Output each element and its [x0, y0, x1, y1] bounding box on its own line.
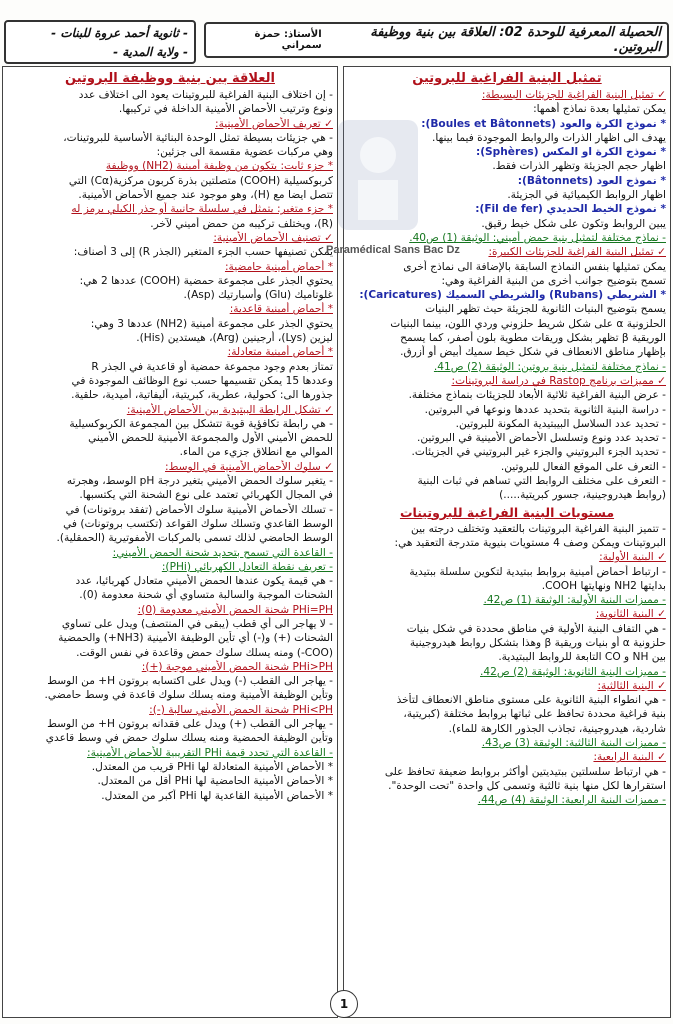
right-column-line: ✓ البنية الثالثية:	[597, 679, 666, 692]
left-column-line: الشحنات (+) و(-) أي تأين الوظيفة الأمينية (NH3+) والحمضية	[58, 632, 333, 645]
left-column-line: PHi>PH شحنة الحمض الأميني موجبة (+):	[141, 660, 333, 673]
document-title: الحصيلة المعرفية للوحدة 02: العلاقة بين بنية ووظيفة البروتين.	[370, 25, 661, 55]
left-column-line: يحتوي الجذر على مجموعة أمينية (NH2) عددها 3 وهي:	[90, 317, 333, 330]
left-column-line: ✓ تصنيف الأحماض الأمينية:	[213, 231, 333, 244]
province-name: - ولاية المدية -	[113, 45, 188, 59]
right-column-line: شاردية، هيدروجينية، تجاذب الجذور الكارهة للماء).	[448, 722, 666, 735]
left-column-line: - القاعدة التي تسمح بتحديد شحنة الحمض الأميني:	[112, 546, 333, 559]
right-column-line: تسمح بتوضيح جوانب أخرى من البنية الفراغية وهي:	[441, 274, 666, 287]
left-column-line: - تسلك الأحماض الأمينية سلوك الأحماض (تفقد بروتونات) في	[65, 503, 333, 516]
right-column-line: بنية فراغية محددة تحافظ على ثباتها بروابط مختلفة (كبريتية،	[403, 708, 666, 721]
right-column-line: * نموذج الكرة او المكس (Sphères):	[475, 146, 666, 159]
right-column-line: ✓ البنية الأولية:	[599, 551, 666, 564]
left-column-line: للحمض الأميني الأول والمجموعة الأمينية للحمض الأميني	[88, 432, 333, 445]
left-column-line: كربوكسيلية (COOH) متصلتين بذرة كربون مركزية(Cα) التي	[68, 174, 333, 187]
right-column-line: حلزونية α أو بنيات وريقية β وهذا بتشكل روابط هيدروجينية	[409, 636, 666, 649]
left-column-line: PHi=PH شحنة الحمض الأميني معدومة (0):	[137, 603, 333, 616]
right-column-line: - تحديد عدد السلاسل البيبتيدية المكونة للبروتين.	[455, 417, 666, 430]
left-column	[2, 66, 338, 1018]
left-column-line: * أحماض أمينية قاعدية:	[229, 303, 333, 316]
right-column-line: يمكن تمثيلها بعدة نماذج أهمها:	[533, 103, 666, 116]
right-column-line: ✓ تمثيل البنية الفراغية للجزيئات الكبيرة:	[488, 246, 666, 259]
right-column-line: يبين الروابط وتكون على شكل خيط رقيق.	[481, 217, 666, 230]
right-column-line: اظهار حجم الجزيئة وتظهر الذرات فقط.	[492, 160, 666, 173]
right-column-line: - تحديد الجزء البروتيني والجزء غير البروتيني في الجزيئات.	[411, 446, 666, 459]
left-column-line: - يهاجر الى القطب (+) ويدل على فقدانه بروتون H+ من الوسط	[47, 718, 333, 731]
page-number: 1	[330, 990, 358, 1018]
left-column-line: تمتاز بعدم وجود مجموعة حمضية أو قاعدية في الجذر R	[91, 360, 333, 373]
right-column-line: * نموذج الخيط الحديدي (Fil de fer):	[475, 203, 666, 216]
left-column-line: * الأحماض الأمينية القاعدية لها PHi أكبر من المعتدل.	[101, 789, 333, 802]
title-box	[204, 22, 669, 58]
right-column-line: ✓ تمثيل البنية الفراغية للجزيئات البسيطة:	[481, 89, 666, 101]
left-column-line: الموالي مع انطلاق جزيء من الماء.	[179, 446, 333, 459]
left-column-line: وعددها 15 يمكن تقسيمها حسب نوع الوظائف الموجودة في	[71, 374, 333, 387]
left-column-line: الوسط الحامضي لذلك تسمى بالمركبات الأمفوتيرية (الحمقلية).	[56, 532, 333, 545]
right-column-line: - عرض البنية الفراغية ثلاثية الأبعاد للجزيئات بنماذج مختلفة.	[408, 389, 666, 402]
left-column-line: - تعريف نقطة التعادل الكهربائي (PHi):	[161, 560, 333, 573]
page-header	[4, 20, 669, 66]
right-column-line: - دراسة البنية الثانوية بتحديد عددها ونوعها في البروتين.	[424, 403, 666, 416]
left-column-line: (R)، ويختلف تركيبه من حمض أميني لآخر.	[150, 217, 333, 230]
right-column-line: * نموذج الكرة والعود (Boules et Bâtonnets):	[421, 117, 666, 130]
right-column-line: الحلزونية α على شكل شريط حلزوني وردي اللون، بينما البنيات	[390, 317, 666, 330]
right-column-line: ✓ مميزات برنامج Rastop في دراسة البروتينات:	[451, 374, 666, 387]
right-column-line: البروتينات ويمكن وصف 4 مستويات بنيوية متدرجة التعقيد هي:	[394, 536, 666, 549]
left-column-line: * الأحماض الأمينية الحامضية لها PHi أقل من المعتدل.	[97, 775, 333, 788]
right-column-line: - تتميز البنية الفراغية البروتينات بالتعقيد وتختلف درجته بين	[411, 522, 666, 535]
right-column-line: - هي انطواء البنية الثانوية على مستوى مناطق الانعطاف لتأخذ	[396, 694, 666, 707]
left-column-line: - لا يهاجر الى أي قطب (يبقى في المنتصف) ويدل على تساوي	[61, 617, 333, 630]
left-column-line: - هي جزيئات بسيطة تمثل الوحدة البنائية الأساسية للبروتينات،	[63, 131, 333, 144]
right-column-line: اظهار الروابط الكيميائية في الجزيئة.	[507, 189, 666, 202]
left-column-title: العلاقة بين بنية ووظيفة البروتين	[65, 71, 275, 86]
right-column-line: - مميزات البنية الثالثية: الوثيقة (3) ص43.	[481, 737, 666, 750]
right-column-line: (روابط هيدروجينية، جسور كبريتية.....)	[499, 489, 666, 502]
right-column-line: - هي التفاف البنية الأولية في مناطق محددة في شكل بنيات	[406, 622, 666, 635]
left-column-line: * جزء ثابت: يتكون من وظيفة أمينية (NH2) ووظيفة	[105, 160, 333, 173]
left-column-line: وهي مركبات عضوية مقسمة الى جزئين:	[156, 146, 333, 159]
teacher-name: الأستاذ: حمزة سمراني	[254, 29, 322, 51]
right-column-line: بإظهار مناطق الانعطاف في شكل خيط سميك أبيض أو أزرق.	[400, 346, 666, 359]
left-column-line: الوسط القاعدي وتسلك سلوك القواعد (تكتسب بروتونات) في	[63, 517, 333, 530]
left-column-line: يحتوي الجذر على مجموعة حمضية (COOH) عددها 2 هي:	[79, 274, 333, 287]
left-column-line: وتأين الوظيفة الأمينية ومنه يسلك سلوك قاعدة في وسط حامضي.	[44, 689, 333, 702]
left-column-line: جذورها الى: كحولية، عطرية، كبريتية، أليفاتية، أميدية، حلقية.	[71, 389, 333, 402]
right-column-line: يمكن تمثيلها بنفس النماذج السابقة بالإضافة الى نماذج أخرى	[403, 260, 666, 273]
school-box	[4, 20, 196, 64]
left-column-line: - القاعدة التي تحدد قيمة PHi التقريبية للأحماض الأمينية:	[87, 746, 333, 759]
left-column-line: تتصل ايضا مع (H)، وهو موجود عند جميع الأحماض الأمينية.	[78, 189, 333, 202]
left-column-line: - هي قيمة يكون عندها الحمض الأميني متعادل كهربائيا، عدد	[75, 575, 333, 588]
left-column-line: ليزين (Lys)، أرجينين (Arg)، هيستدين (His).	[136, 332, 333, 345]
left-column-line: ✓ تعريف الأحماض الأمينية:	[215, 117, 333, 130]
right-column-line: يسمح بتوضيح البنيات الثانوية للجزيئة حيث تظهر البنيات	[425, 303, 666, 316]
right-column-line: ✓ البنية الرابعية:	[593, 751, 666, 764]
left-column-line: * أحماض أمينية حامضية:	[224, 260, 333, 273]
school-name: - ثانوية أحمد عروة للبنات -	[51, 26, 188, 40]
right-column-line: بدايتها NH2 ونهايتها COOH.	[541, 579, 666, 592]
left-column-line: - يهاجر الى القطب (-) ويدل على اكتسابه بروتون H+ من الوسط	[47, 675, 333, 688]
left-column-line: * الأحماض الأمينية المتعادلة لها PHi قريب من المعتدل.	[91, 760, 333, 773]
left-column-line: ونوع وترتيب الأحماض الأمينية الداخلة في تركيبها.	[118, 103, 333, 116]
left-column-line: غلوتاميك (Glu) وأسبارتيك (Asp).	[183, 289, 333, 302]
right-column-line: ✓ البنية الثانوية:	[595, 608, 666, 621]
right-column-line: استقرارها لكل منها بنية ثالثية وتسمى كل واحدة "تحت الوحدة".	[388, 779, 666, 792]
right-column-line: * نموذج العود (Bâtonnets):	[517, 174, 666, 187]
right-column-line: - التعرف على الموقع الفعال للبروتين.	[500, 460, 666, 473]
left-column-line: * أحماض أمينية متعادلة:	[227, 346, 333, 359]
right-column-line: - هي ارتباط سلسلتين ببتيديتين أوأكثر بروابط ضعيفة تحافظ على	[384, 765, 666, 778]
left-column-line: - يتغير سلوك الحمض الأميني بتغير درجة pH الوسط، وهجرته	[66, 475, 333, 488]
right-column-line: يهدف الى اظهار الذرات والروابط الموجودة فيما بينها.	[432, 131, 666, 144]
left-column-line: الشحنات الموجبة والسالبة متساوي أي شحنة معدومة (0).	[79, 589, 333, 602]
left-column-line: - إن اختلاف البنية الفراغية للبروتينات يعود الى اختلاف عدد	[78, 89, 333, 101]
left-column-line: ✓ سلوك الأحماض الأمينية في الوسط:	[165, 460, 333, 473]
right-column-line: - تحديد عدد ونوع وتسلسل الأحماض الأمينية في البروتين.	[417, 432, 666, 445]
right-column-line: - مميزات البنية الأولية: الوثيقة (1) ص42.	[483, 594, 666, 607]
right-column-line: الوريقية β تظهر بشكل وريقات مطوية بلون أصفر، كما يسمح	[400, 332, 666, 345]
left-column-line: وتأين الوظيفة الحمضية ومنه يسلك سلوك حمض في وسط قاعدي	[45, 732, 333, 745]
right-column-line: بين NH و CO التابعة للروابط الببتيدية.	[498, 651, 666, 664]
right-column-line: - التعرف على مختلف الروابط التي تساهم في ثبات البنية	[417, 475, 666, 488]
right-column-line: - مميزات البنية الثانوية: الوثيقة (2) ص42.	[480, 665, 666, 678]
left-column-line: ✓ تشكل الرابطة الببتيدية بين الأحماض الأمينية:	[126, 403, 333, 416]
right-column-line: - ارتباط أحماض أمينية بروابط ببتيدية لتكوين سلسلة ببتيدية	[409, 565, 666, 578]
left-column-line: يمكن تصنيفها حسب الجزء المتغير (الجذر R) إلى 3 أصناف:	[73, 246, 333, 259]
left-column-lines	[7, 88, 333, 803]
left-column-line: - هي رابطة تكافؤية قوية تتشكل بين المجموعة الكربوكسيلية	[69, 417, 333, 430]
right-column-line: مستويات البنية الفراغية للبروتينات	[399, 504, 615, 520]
right-column-line: - نماذج مختلفة لتمثيل بنية حمض أميني: الوثيقة (1) ص40.	[409, 231, 666, 244]
left-column-line: * جزء متغير: يتمثل في سلسلة جانبية أو جذر الكيلي يرمز له	[71, 203, 333, 216]
right-column-line: - نماذج مختلفة لتمثيل بنية بروتين: الوثيقة (2) ص41.	[433, 360, 666, 373]
left-column-line: PHi<PH شحنة الحمض الأميني سالبة (-):	[149, 703, 333, 716]
right-column-line: * الشريطي (Rubans) والشريطي السميك (Caricatures):	[359, 289, 666, 302]
left-column-line: (COO-) ومنه يسلك سلوك حمض وقاعدة في نفس الوقت.	[76, 646, 333, 659]
left-column-line: في المجال الكهربائي تعتمد على نوع الشحنة التي يكتسبها.	[79, 489, 333, 502]
right-column-line: - مميزات البنية الرابعية: الوثيقة (4) ص44.	[477, 794, 666, 807]
right-column-title: تمثيل البنية الفراغية للبروتين	[412, 71, 602, 86]
watermark-text: Paramédical Sans Bac Dz	[326, 244, 460, 256]
